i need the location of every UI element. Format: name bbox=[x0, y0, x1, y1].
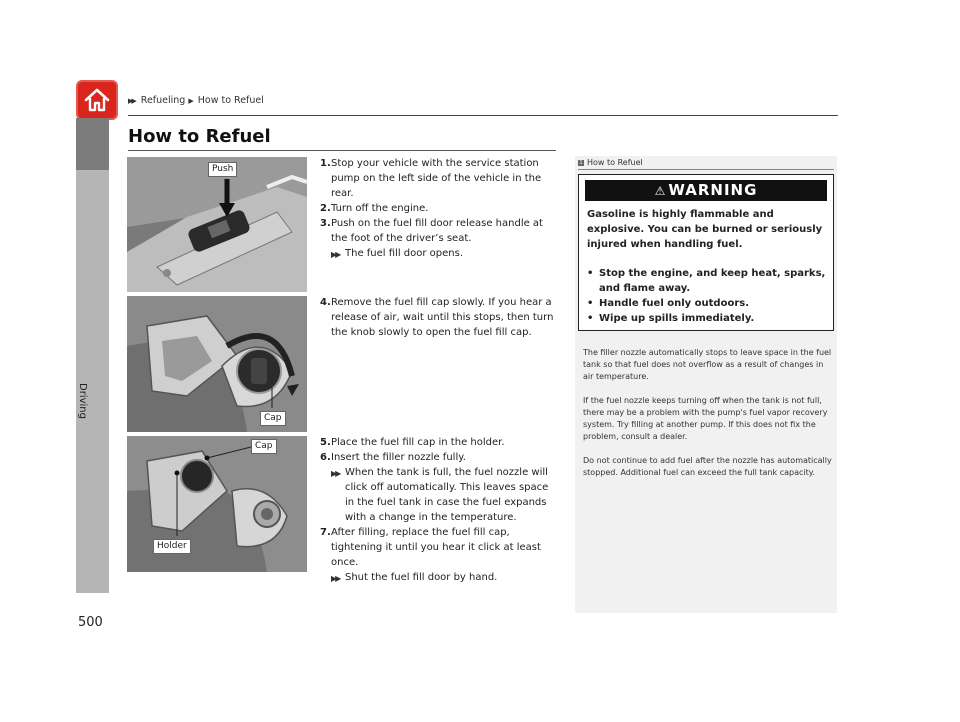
note-paragraph: Do not continue to add fuel after the nozzle has automatically stopped. Additional fuel can exceed the full tank capacity. bbox=[583, 456, 832, 477]
step-3-result: ▶▶ The fuel fill door opens. bbox=[331, 246, 560, 262]
cap-callout-2: Cap bbox=[251, 439, 277, 454]
step-7: 7. After filling, replace the fuel fill cap, tightening it until you hear it click at least once. bbox=[320, 527, 541, 568]
warning-item: • Handle fuel only outdoors. bbox=[587, 298, 750, 309]
warning-item: • Stop the engine, and keep heat, sparks, and flame away. bbox=[587, 268, 826, 294]
side-tab-label: Driving bbox=[77, 383, 88, 419]
step-4-block bbox=[320, 295, 560, 340]
release-handle-image bbox=[127, 157, 307, 292]
note-paragraph: The filler nozzle automatically stops to leave space in the fuel tank so that fuel does not overflow as a result of changes in air temperature. bbox=[583, 348, 832, 381]
side-tab bbox=[76, 118, 109, 593]
result-arrow-icon: ▶▶ bbox=[331, 574, 340, 583]
home-icon bbox=[83, 86, 111, 114]
warning-item: • Wipe up spills immediately. bbox=[587, 313, 755, 324]
sidebar-heading: 1 How to Refuel bbox=[579, 158, 643, 167]
warning-header: ⚠ WARNING bbox=[585, 180, 827, 201]
warning-icon: ⚠ bbox=[654, 184, 667, 198]
result-arrow-icon: ▶▶ bbox=[331, 250, 340, 259]
header-divider bbox=[128, 115, 838, 116]
breadcrumb bbox=[128, 95, 264, 106]
steps-5-7 bbox=[320, 435, 560, 586]
warning-box bbox=[578, 174, 834, 331]
breadcrumb-item-refueling[interactable]: Refueling bbox=[140, 95, 186, 106]
breadcrumb-item-how-to-refuel[interactable]: How to Refuel bbox=[197, 95, 264, 106]
page-number: 500 bbox=[78, 615, 103, 630]
warning-list bbox=[587, 266, 829, 326]
step-4: 4. Remove the fuel fill cap slowly. If you hear a release of air, wait until this stops, then turn the knob slowly to open the fuel fill cap. bbox=[320, 297, 554, 338]
sidebar-notes bbox=[583, 347, 833, 491]
double-chevron-icon: ▶▶ bbox=[128, 96, 135, 105]
push-callout: Push bbox=[208, 162, 237, 177]
side-tab-marker bbox=[76, 118, 109, 170]
holder-callout: Holder bbox=[153, 539, 191, 554]
cap-callout: Cap bbox=[260, 411, 286, 426]
sidebar-divider bbox=[578, 169, 834, 170]
home-button[interactable] bbox=[76, 80, 118, 120]
step-2: 2. Turn off the engine. bbox=[320, 203, 429, 214]
page-title: How to Refuel bbox=[128, 126, 271, 147]
chevron-icon: ▶ bbox=[188, 96, 192, 105]
steps-1-3 bbox=[320, 156, 560, 262]
warning-text: Gasoline is highly flammable and explosive. You can be burned or seriously injured when handling fuel. bbox=[587, 209, 823, 250]
step-5: 5. Place the fuel fill cap in the holder. bbox=[320, 437, 505, 448]
step-3: 3. Push on the fuel fill door release handle at the foot of the driver’s seat. bbox=[320, 218, 543, 244]
step-6: 6. Insert the filler nozzle fully. bbox=[320, 452, 466, 463]
title-divider bbox=[128, 150, 556, 151]
step-1: 1. Stop your vehicle with the service station pump on the left side of the vehicle in the rear. bbox=[320, 158, 542, 199]
step-6-result: ▶▶ When the tank is full, the fuel nozzle will click off automatically. This leaves space in the fuel tank in case the fuel expands with a change in the temperature. bbox=[331, 467, 549, 523]
note-paragraph: If the fuel nozzle keeps turning off when the tank is not full, there may be a problem with the pump's fuel vapor recovery system. Try filling at another pump. If this does not fix the problem, consult a dealer. bbox=[583, 396, 828, 441]
step-7-result: ▶▶ Shut the fuel fill door by hand. bbox=[331, 570, 560, 586]
reference-marker: 1 bbox=[579, 159, 583, 166]
result-arrow-icon: ▶▶ bbox=[331, 469, 340, 478]
